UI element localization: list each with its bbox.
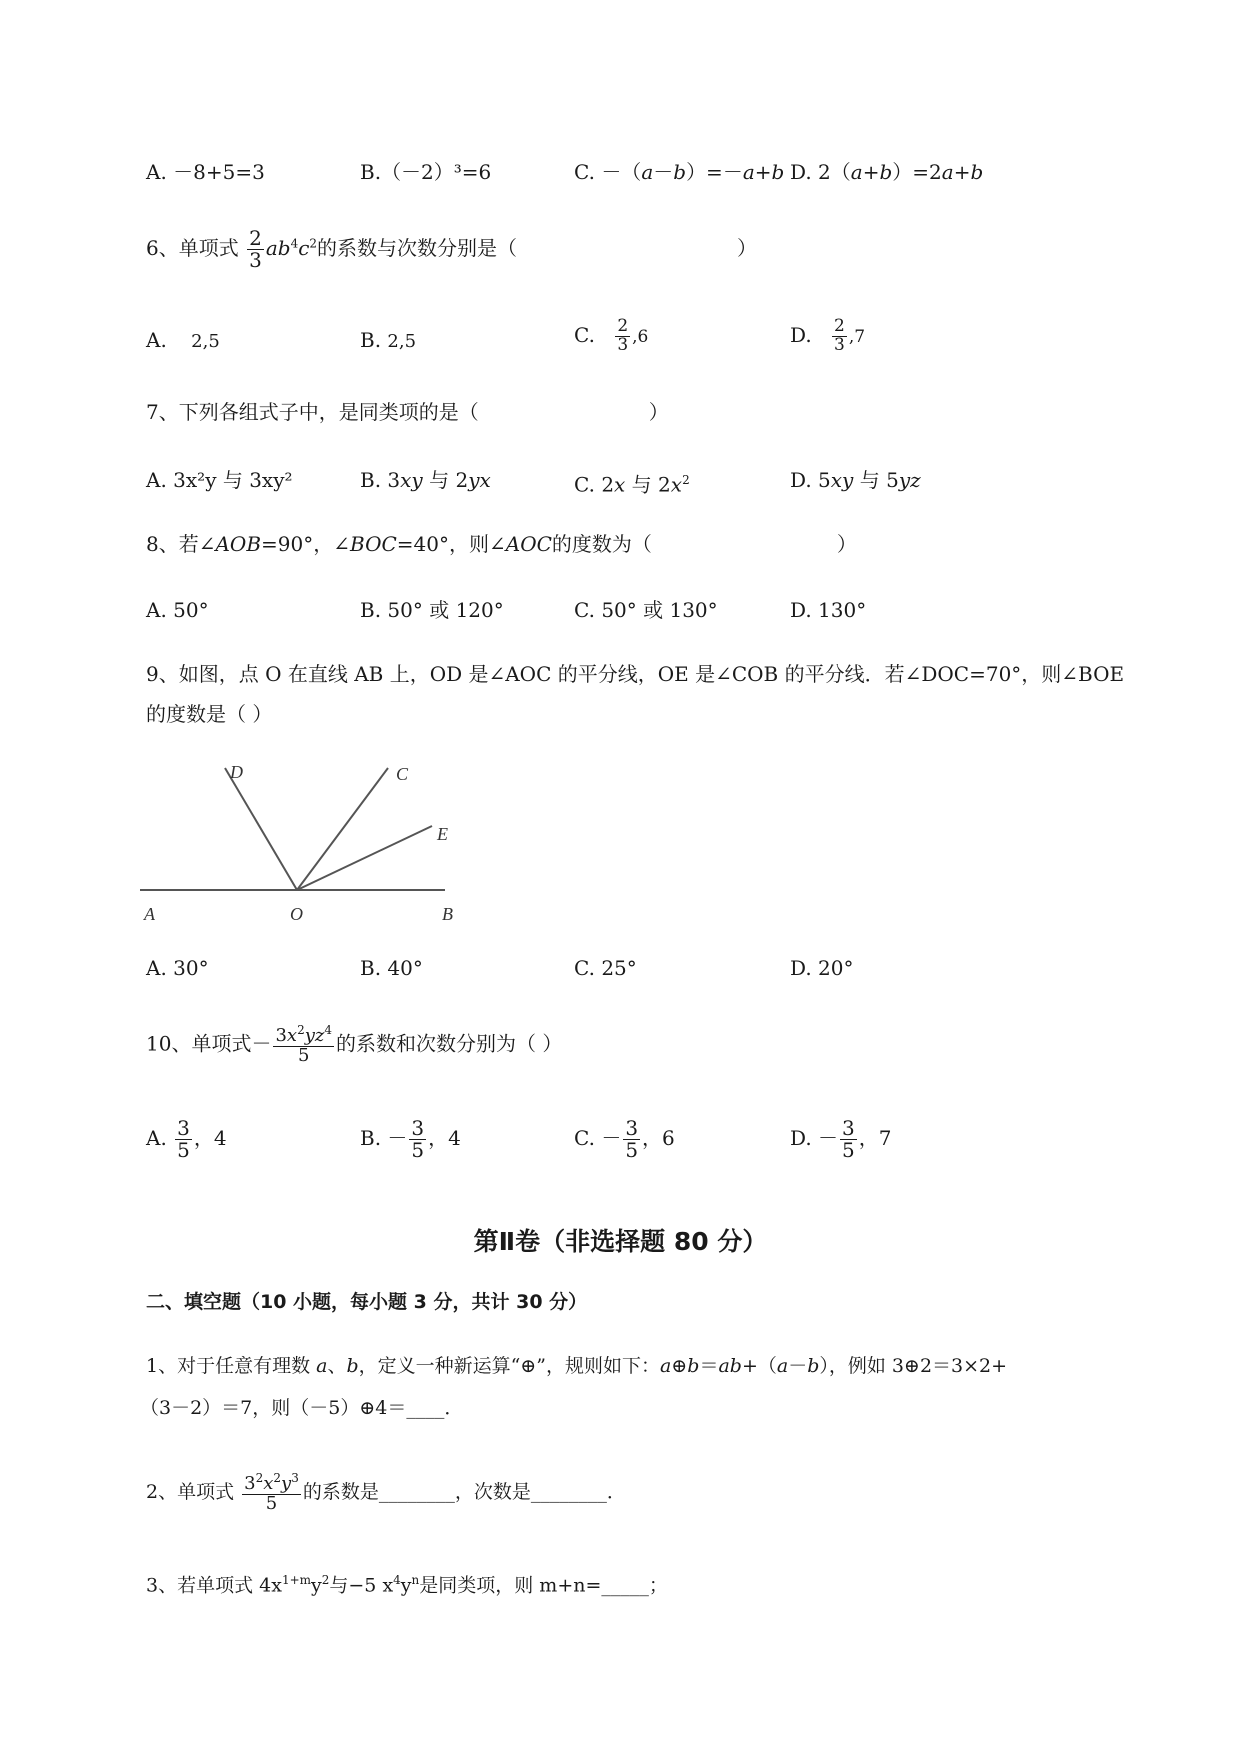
q10-option-c: C. － $\frac{3}{5}$ ，6 — [574, 1116, 675, 1162]
label-c: C — [396, 764, 409, 784]
q9-option-b: B. 40° — [360, 956, 423, 980]
f2-fraction: $\frac{3^2x^2y^3}{5}$ — [244, 1471, 299, 1514]
q9-stem-line1: 9、如图，点 O 在直线 AB 上，OD 是∠AOC 的平分线，OE 是∠COB 的平分线．若∠DOC=70°，则∠BOE — [146, 662, 1125, 686]
q8-option-a: A. 50° — [146, 598, 209, 622]
q6-option-a: A. 2,5 — [146, 328, 220, 352]
q7-option-b: B. 3xy 与 2yx — [360, 468, 491, 492]
q5-option-b: B.（－2）³=6 — [360, 160, 492, 184]
q5-option-d: D. 2（a+b）=2a+b — [790, 160, 984, 184]
q5-option-a: A. －8+5=3 — [146, 160, 265, 184]
ray-od — [225, 768, 297, 890]
q10-fraction: $\frac{3x^2yz^4}{5}$ — [275, 1023, 332, 1066]
q8-option-b: B. 50° 或 120° — [360, 598, 504, 622]
q5-option-c: C. －（a－b）=－a+b — [574, 160, 785, 184]
f3-stem: 3、若单项式 $4x^{1+m}y^2$与−5 $x^4y^n$是同类项，则 m+n=_____； — [146, 1573, 668, 1597]
label-e: E — [437, 824, 448, 844]
q6-option-b: B. 2,5 — [360, 328, 417, 352]
q10-option-b: B. － $\frac{3}{5}$ ，4 — [360, 1116, 461, 1162]
q8-stem: 8、若∠AOB=90°，∠BOC=40°，则∠AOC的度数为（ ） — [146, 532, 857, 556]
ray-oc — [297, 768, 388, 890]
fill-in-heading: 二、填空题（10 小题，每小题 3 分，共计 30 分） — [146, 1291, 588, 1313]
q7-option-c: C. 2x 与 $2x^2$ — [574, 472, 690, 497]
f1-line2: （3－2）＝7，则（－5）⊕4＝____． — [140, 1397, 464, 1419]
q9-option-a: A. 30° — [146, 956, 209, 980]
ray-oe — [297, 826, 432, 890]
q7-option-a: A. 3x²y 与 3xy² — [146, 468, 293, 492]
label-d: D — [230, 762, 243, 782]
q10-option-a: A. $\frac{3}{5}$ ，4 — [146, 1116, 227, 1162]
q9-angle-figure — [140, 758, 460, 928]
label-o: O — [290, 904, 303, 924]
q10-stem: 10、单项式－ $\frac{3x^2yz^4}{5}$ 的系数和次数分别为（ ） — [146, 1023, 563, 1066]
q8-option-d: D. 130° — [790, 598, 867, 622]
q9-option-c: C. 25° — [574, 956, 637, 980]
q9-option-d: D. 20° — [790, 956, 854, 980]
q9-stem-line2: 的度数是（ ） — [146, 702, 273, 726]
q6-option-c: C. $\frac{2}{3}$ ,6 — [574, 316, 649, 355]
label-a: A — [144, 904, 155, 924]
f2-stem: 2、单项式 $\frac{3^2x^2y^3}{5}$ 的系数是________，次数是________． — [146, 1471, 626, 1514]
q7-stem: 7、下列各组式子中，是同类项的是（ ） — [146, 400, 669, 424]
section-title: 第Ⅱ卷（非选择题 80 分） — [473, 1227, 768, 1256]
q8-option-c: C. 50° 或 130° — [574, 598, 718, 622]
q6-stem: 6、单项式 $\frac{2}{3}$ $ab^4c^2$的系数与次数分别是（ ） — [146, 226, 758, 272]
q10-option-d: D. － $\frac{3}{5}$ ，7 — [790, 1116, 892, 1162]
f1-line1: 1、对于任意有理数 a、b，定义一种新运算“⊕”，规则如下：a⊕b＝ab+（a－b），例如 3⊕2＝3×2+ — [146, 1355, 1008, 1377]
q7-option-d: D. 5xy 与 5yz — [790, 468, 921, 492]
q6-option-d: D. $\frac{2}{3}$ ,7 — [790, 316, 866, 355]
label-b: B — [442, 904, 453, 924]
q6-fraction: $\frac{2}{3}$ — [249, 226, 262, 272]
